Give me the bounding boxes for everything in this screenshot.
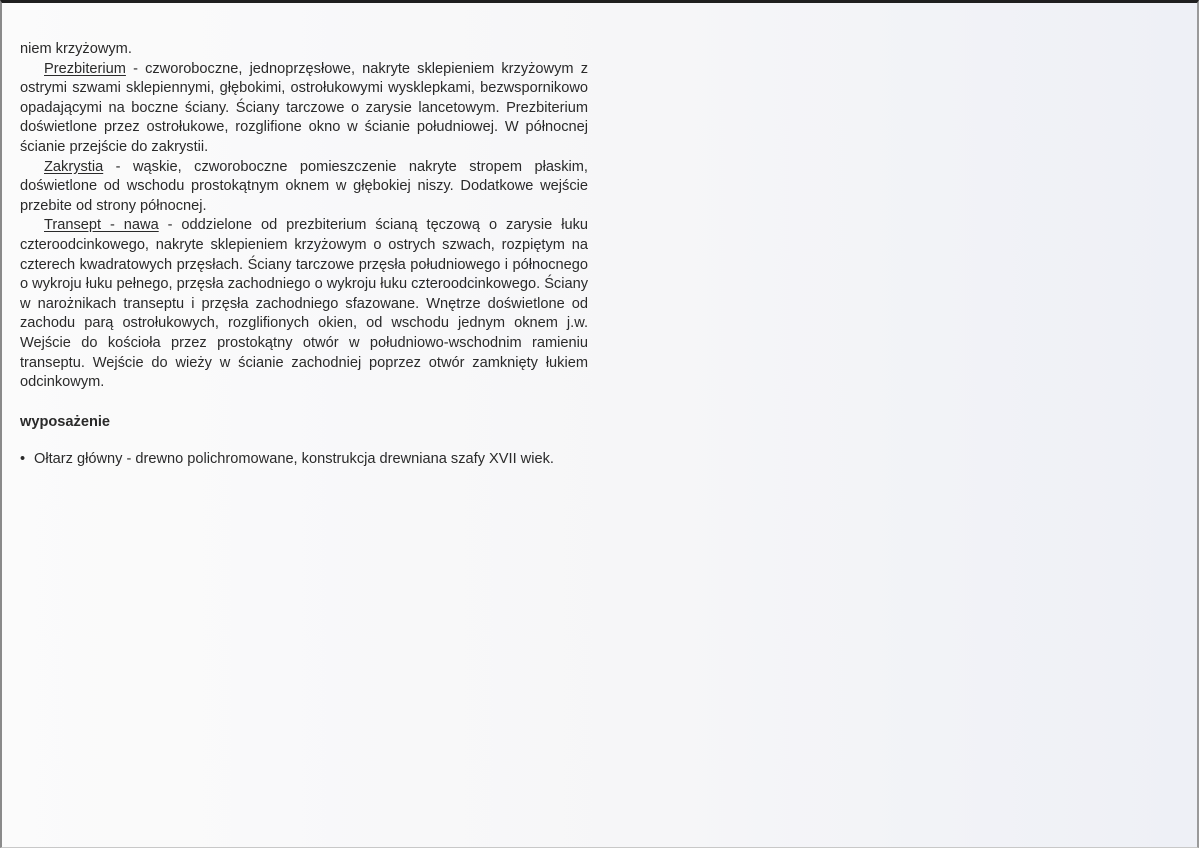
section-zakrystia (20, 158, 588, 217)
section-transept-nawa (20, 216, 588, 392)
section-prezbiterium (20, 60, 588, 158)
section-term-zakrystia: Zakrystia (44, 158, 104, 175)
list-item (20, 450, 574, 470)
equipment-item-text: Ołtarz główny - drewno polichromowane, konstrukcja drewniana szafy XVII wiek. (34, 451, 554, 468)
section-term-prezbiterium: Prezbiterium (44, 60, 126, 77)
bullet-icon: • (20, 451, 26, 468)
equipment-heading: wyposażenie (20, 413, 111, 430)
section-text-prezbiterium: - czworoboczne, jednoprzęsłowe, nakryte sklepieniem krzyżowym z ostrymi szwami sklepiennymi, głębokimi, ostrołukowymi wysklepkami, bezwspornikowo opadającymi na boczne ściany. Ściany tarczowe o zarysie lancetowym. Prezbiterium doświetlone przez ostrołukowe, rozglifione okno w ścianie południowej. W północnej ścianie przejście do zakrystii. (20, 60, 588, 155)
equipment-list (20, 450, 588, 470)
text-column (20, 40, 588, 470)
intro-fragment: niem krzyżowym. (20, 41, 132, 57)
section-term-transept-nawa: Transept - nawa (44, 217, 159, 234)
section-text-transept-nawa: - oddzielone od prezbiterium ścianą tęczową o zarysie łuku czteroodcinkowego, nakryte sklepieniem krzyżowym o ostrych szwach, rozpiętym na czterech kwadratowych przęsłach. Ściany tarczowe przęsła południowego i północnego o wykroju łuku pełnego, przęsła zachodniego o wykroju łuku czteroodcinkowego. Ściany w narożnikach transeptu i przęsła zachodniego sfazowane. Wnętrze doświetlone od zachodu parą ostrołukowych, rozglifionych okien, od wschodu jednym oknem j.w. Wejście do kościoła przez prostokątny otwór w południowo-wschodnim ramieniu transeptu. Wejście do wieży w ścianie zachodniej poprzez otwór zamknięty łukiem odcinkowym. (20, 217, 588, 391)
section-text-zakrystia: - wąskie, czworoboczne pomieszczenie nakryte stropem płaskim, doświetlone od wschodu prostokątnym oknem w głębokiej niszy. Dodatkowe wejście przebite od strony północnej. (20, 158, 588, 214)
